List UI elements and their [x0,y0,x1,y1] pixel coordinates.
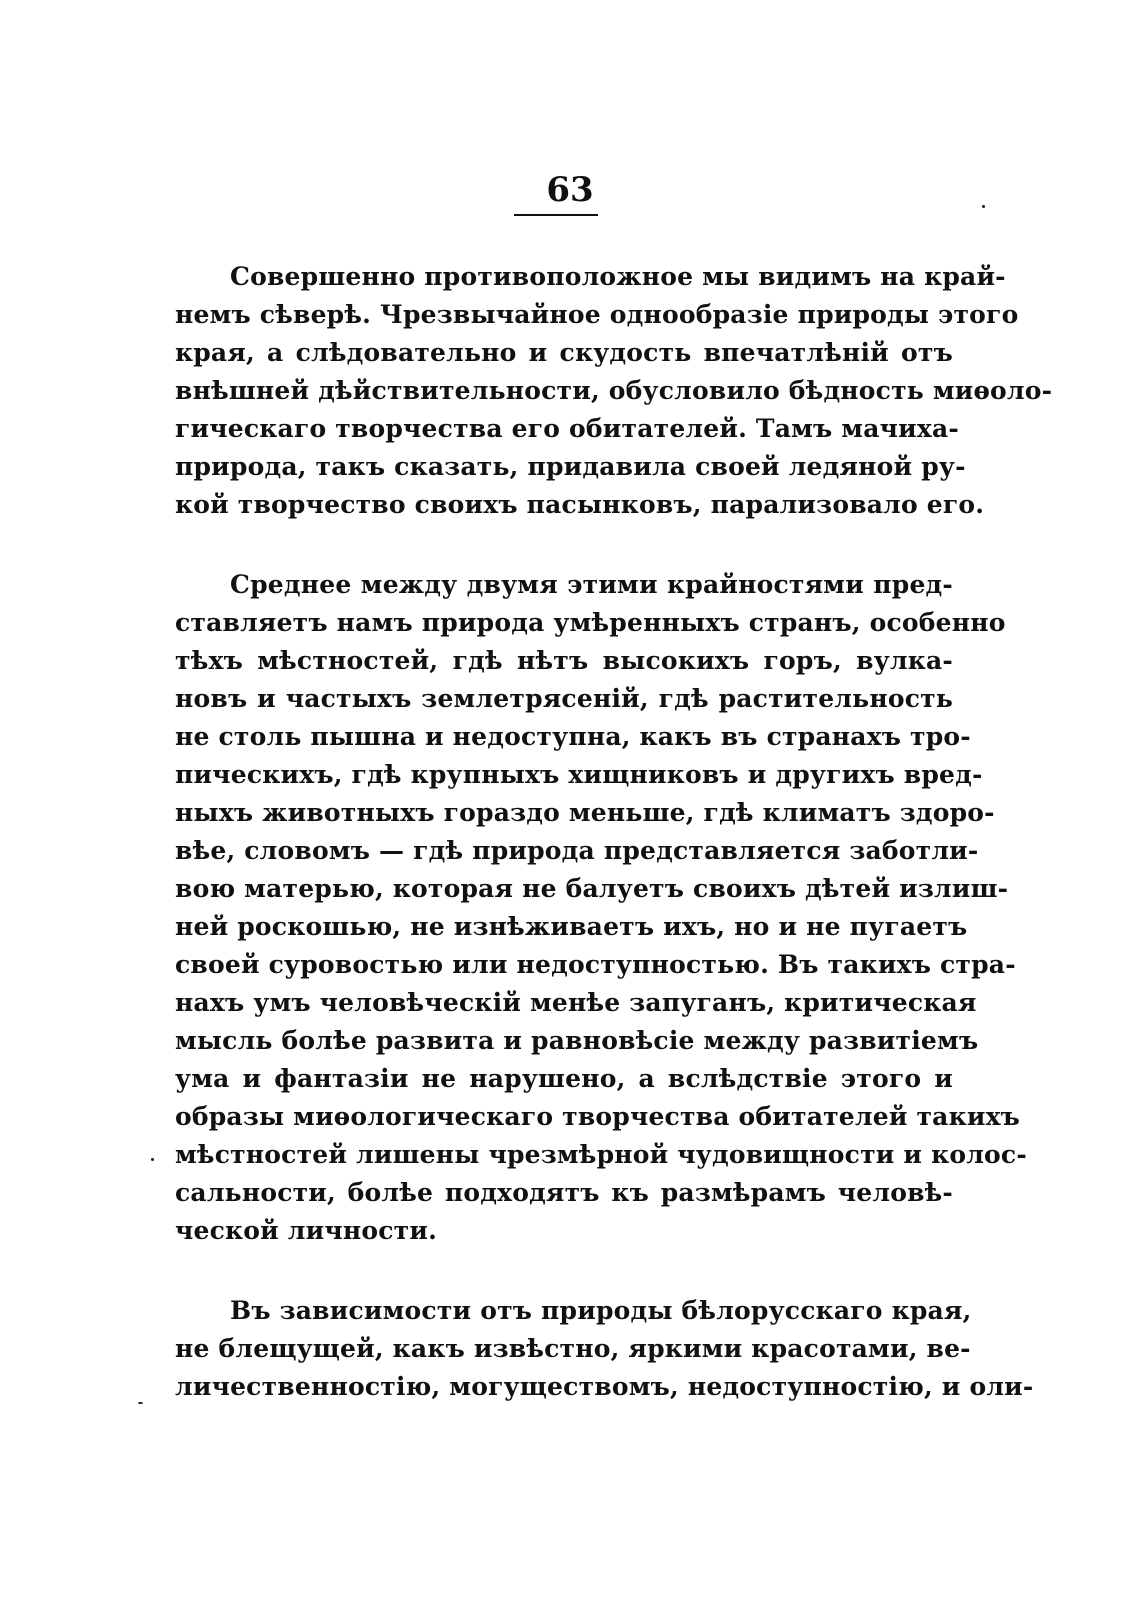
text-line: природа, такъ сказать, придавила своей ледяной ру- [175,452,966,481]
text-line: новъ и частыхъ землетрясеній, гдѣ растительность [175,684,953,713]
text-line: немъ сѣверѣ. Чрезвычайное однообразіе природы этого [175,300,1019,329]
paragraph-1 [175,258,1053,524]
text-line: ума и фантазіи не нарушено, а вслѣдствіе этого и [175,1064,953,1093]
text-line: мысль болѣе развита и равновѣсіе между развитіемъ [175,1026,979,1055]
text-line: края, а слѣдовательно и скудость впечатлѣній отъ [175,338,953,367]
text-line: пическихъ, гдѣ крупныхъ хищниковъ и другихъ вред- [175,760,983,789]
text-line: тѣхъ мѣстностей, гдѣ нѣтъ высокихъ горъ, вулка- [175,646,953,675]
text-line: личественностію, могуществомъ, недоступностію, и оли- [175,1372,1034,1401]
text-line: нахъ умъ человѣческій менѣе запуганъ, критическая [175,988,977,1017]
text-line: ней роскошью, не изнѣживаетъ ихъ, но и не пугаетъ [175,912,968,941]
text-line: своей суровостью или недоступностью. Въ такихъ стра- [175,950,1016,979]
text-line: не блещущей, какъ извѣстно, яркими красотами, ве- [175,1334,971,1363]
text-line: Совершенно противоположное мы видимъ на край- [230,262,1006,291]
text-line: внѣшней дѣйствительности, обусловило бѣдность миѳоло- [175,376,1053,405]
paragraph-2 [175,566,1027,1250]
scan-speck [138,1402,143,1404]
text-line: не столь пышна и недоступна, какъ въ странахъ тро- [175,722,971,751]
text-line: гическаго творчества его обитателей. Тамъ мачиха- [175,414,959,443]
text-line: ныхъ животныхъ гораздо меньше, гдѣ климатъ здоро- [175,798,995,827]
paragraph-spacer [175,1250,953,1292]
page-number-underline [514,214,598,216]
paragraph-spacer [175,524,953,566]
paragraph-3 [175,1292,1034,1406]
scan-speck [151,1158,154,1161]
text-line: образы миѳологическаго творчества обитателей такихъ [175,1102,1021,1131]
text-line: кой творчество своихъ пасынковъ, парализовало его. [175,490,985,519]
scan-speck [982,205,985,208]
text-line: ставляетъ намъ природа умѣренныхъ странъ, особенно [175,608,1006,637]
text-line: мѣстностей лишены чрезмѣрной чудовищности и колос- [175,1140,1027,1169]
text-line: ческой личности. [175,1216,438,1245]
text-line: вою матерью, которая не балуетъ своихъ дѣтей излиш- [175,874,1009,903]
text-line: Въ зависимости отъ природы бѣлорусскаго края, [230,1296,972,1325]
text-line: вѣе, словомъ — гдѣ природа представляется заботли- [175,836,979,865]
page-number: 63 [546,170,594,210]
text-line: Среднее между двумя этими крайностями пред- [230,570,953,599]
text-line: сальности, болѣе подходятъ къ размѣрамъ человѣ- [175,1178,953,1207]
body-text [175,258,1053,1406]
